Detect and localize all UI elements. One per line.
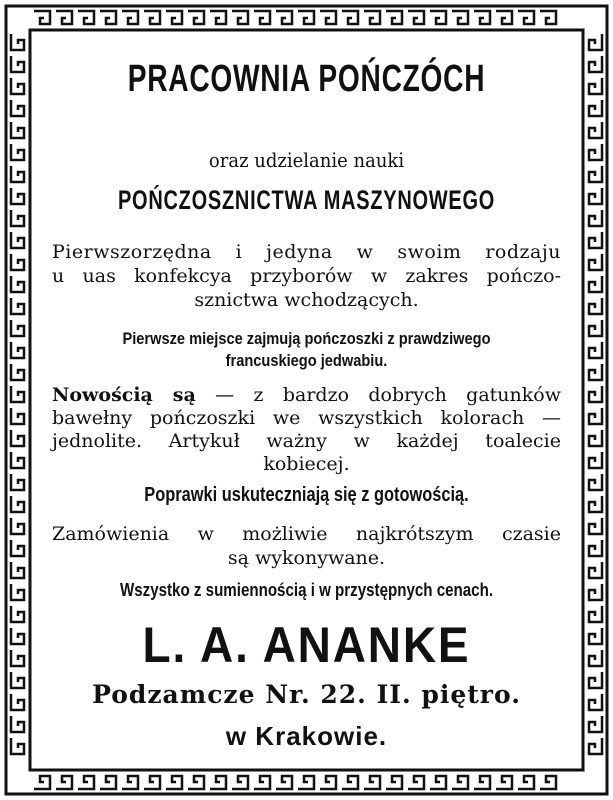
- meander-segment: [496, 776, 512, 789]
- meander-segment: [78, 11, 94, 24]
- meander-segment: [210, 11, 226, 24]
- meander-segment: [210, 776, 226, 789]
- novelty-line: — z bardzo dobrych gatunków: [195, 384, 561, 406]
- meander-segment: [11, 716, 24, 732]
- meander-segment: [408, 776, 424, 789]
- meander-segment: [11, 100, 24, 116]
- address: Podzamcze Nr. 22. II. piętro.: [92, 680, 521, 709]
- meander-segment: [232, 776, 248, 789]
- meander-segment: [589, 540, 602, 556]
- meander-segment: [188, 11, 204, 24]
- meander-segment: [589, 232, 602, 248]
- meander-segment: [589, 144, 602, 160]
- silk-line: francuskiego jedwabiu.: [225, 351, 388, 370]
- heading: POŃCZOSZNICTWA MASZYNOWEGO: [117, 185, 496, 215]
- meander-segment: [166, 11, 182, 24]
- meander-segment: [11, 78, 24, 94]
- novelty-line: kobiecej.: [263, 453, 350, 475]
- meander-segment: [254, 776, 270, 789]
- novelty-line: jednolite. Artykuł ważny w każdej toalecie: [52, 430, 561, 452]
- meander-segment: [122, 776, 138, 789]
- paragraph-novelty: [52, 384, 561, 476]
- meander-segment: [589, 562, 602, 578]
- meander-segment: [589, 452, 602, 468]
- meander-segment: [11, 210, 24, 226]
- meander-segment: [408, 11, 424, 24]
- meander-segment: [78, 776, 94, 789]
- meander-segment: [589, 210, 602, 226]
- meander-segment: [11, 540, 24, 556]
- paragraph-prices: Wszystko z sumiennością i w przystępnych cenach.: [119, 580, 494, 600]
- meander-segment: [100, 11, 116, 24]
- meander-segment: [11, 408, 24, 424]
- paragraph-orders: [52, 522, 561, 570]
- silk-line: Pierwsze miejsce zajmują pończoszki z prawdziwego: [122, 329, 491, 348]
- meander-segment: [589, 408, 602, 424]
- meander-segment: [11, 320, 24, 336]
- meander-segment: [589, 320, 602, 336]
- meander-segment: [11, 364, 24, 380]
- meander-segment: [589, 672, 602, 688]
- meander-segment: [11, 628, 24, 644]
- meander-segment: [11, 694, 24, 710]
- meander-segment: [540, 776, 556, 789]
- meander-segment: [166, 776, 182, 789]
- meander-segment: [56, 11, 72, 24]
- paragraph-silk: [65, 328, 547, 372]
- meander-segment: [589, 56, 602, 72]
- meander-segment: [474, 11, 490, 24]
- meander-segment: [452, 776, 468, 789]
- meander-segment: [11, 188, 24, 204]
- meander-segment: [232, 11, 248, 24]
- meander-segment: [589, 650, 602, 666]
- subtitle: oraz udzielanie nauki: [208, 148, 405, 172]
- meander-segment: [11, 496, 24, 512]
- meander-segment: [589, 298, 602, 314]
- paragraph-repairs: Poprawki uskuteczniają się z gotowością.: [144, 484, 469, 506]
- meander-segment: [34, 11, 50, 24]
- meander-segment: [276, 11, 292, 24]
- meander-segment: [518, 11, 534, 24]
- meander-segment: [11, 606, 24, 622]
- advertisement: [46, 50, 567, 750]
- meander-segment: [11, 452, 24, 468]
- meander-segment: [11, 122, 24, 138]
- meander-segment: [144, 776, 160, 789]
- orders-line: są wykonywane.: [227, 547, 386, 569]
- meander-segment: [589, 694, 602, 710]
- meander-segment: [342, 11, 358, 24]
- title: PRACOWNIA POŃCZÓCH: [127, 58, 486, 100]
- novelty-lead: Nowością są: [52, 384, 196, 406]
- meander-segment: [589, 342, 602, 358]
- meander-segment: [11, 298, 24, 314]
- meander-segment: [11, 584, 24, 600]
- city: w Krakowie.: [225, 721, 388, 751]
- meander-segment: [589, 122, 602, 138]
- meander-segment: [589, 364, 602, 380]
- orders-line: Zamówienia w możliwie najkrótszym czasie: [52, 523, 561, 545]
- meander-segment: [11, 342, 24, 358]
- meander-segment: [254, 11, 270, 24]
- meander-segment: [452, 11, 468, 24]
- meander-segment: [342, 776, 358, 789]
- meander-segment: [11, 254, 24, 270]
- meander-segment: [589, 166, 602, 182]
- intro-line: Pierwszorzędna i jedyna w swoim rodzaju: [52, 241, 561, 263]
- paragraph-intro: [52, 240, 561, 312]
- meander-segment: [430, 776, 446, 789]
- meander-segment: [188, 776, 204, 789]
- meander-segment: [430, 11, 446, 24]
- intro-line: u uas konfekcya przyborów w zakres pończo-: [52, 265, 561, 287]
- meander-segment: [11, 672, 24, 688]
- meander-segment: [11, 738, 24, 754]
- meander-segment: [320, 776, 336, 789]
- meander-segment: [11, 166, 24, 182]
- meander-segment: [11, 144, 24, 160]
- meander-segment: [11, 34, 24, 50]
- meander-segment: [589, 276, 602, 292]
- meander-segment: [589, 716, 602, 732]
- meander-segment: [589, 628, 602, 644]
- meander-segment: [11, 232, 24, 248]
- meander-segment: [11, 518, 24, 534]
- meander-segment: [386, 11, 402, 24]
- meander-segment: [589, 584, 602, 600]
- meander-segment: [386, 776, 402, 789]
- meander-segment: [122, 11, 138, 24]
- meander-segment: [298, 11, 314, 24]
- meander-segment: [589, 738, 602, 754]
- meander-segment: [364, 776, 380, 789]
- meander-segment: [518, 776, 534, 789]
- meander-segment: [589, 386, 602, 402]
- meander-segment: [589, 34, 602, 50]
- meander-segment: [589, 430, 602, 446]
- meander-segment: [100, 776, 116, 789]
- meander-segment: [11, 56, 24, 72]
- meander-segment: [589, 606, 602, 622]
- meander-segment: [276, 776, 292, 789]
- meander-segment: [11, 562, 24, 578]
- company-name: L. A. ANANKE: [142, 617, 471, 673]
- meander-segment: [11, 386, 24, 402]
- meander-segment: [144, 11, 160, 24]
- meander-segment: [589, 518, 602, 534]
- intro-line: sznictwa wchodzących.: [194, 289, 419, 311]
- meander-segment: [589, 474, 602, 490]
- meander-segment: [474, 776, 490, 789]
- meander-segment: [540, 11, 556, 24]
- novelty-line: bawełny pończoszki we wszystkich kolorach —: [52, 407, 561, 429]
- meander-segment: [320, 11, 336, 24]
- meander-segment: [589, 254, 602, 270]
- meander-segment: [589, 188, 602, 204]
- meander-segment: [34, 776, 50, 789]
- meander-segment: [11, 650, 24, 666]
- meander-segment: [11, 430, 24, 446]
- meander-segment: [589, 78, 602, 94]
- meander-segment: [589, 496, 602, 512]
- meander-segment: [11, 276, 24, 292]
- meander-segment: [496, 11, 512, 24]
- meander-segment: [364, 11, 380, 24]
- meander-segment: [589, 100, 602, 116]
- meander-segment: [56, 776, 72, 789]
- meander-segment: [11, 474, 24, 490]
- meander-segment: [298, 776, 314, 789]
